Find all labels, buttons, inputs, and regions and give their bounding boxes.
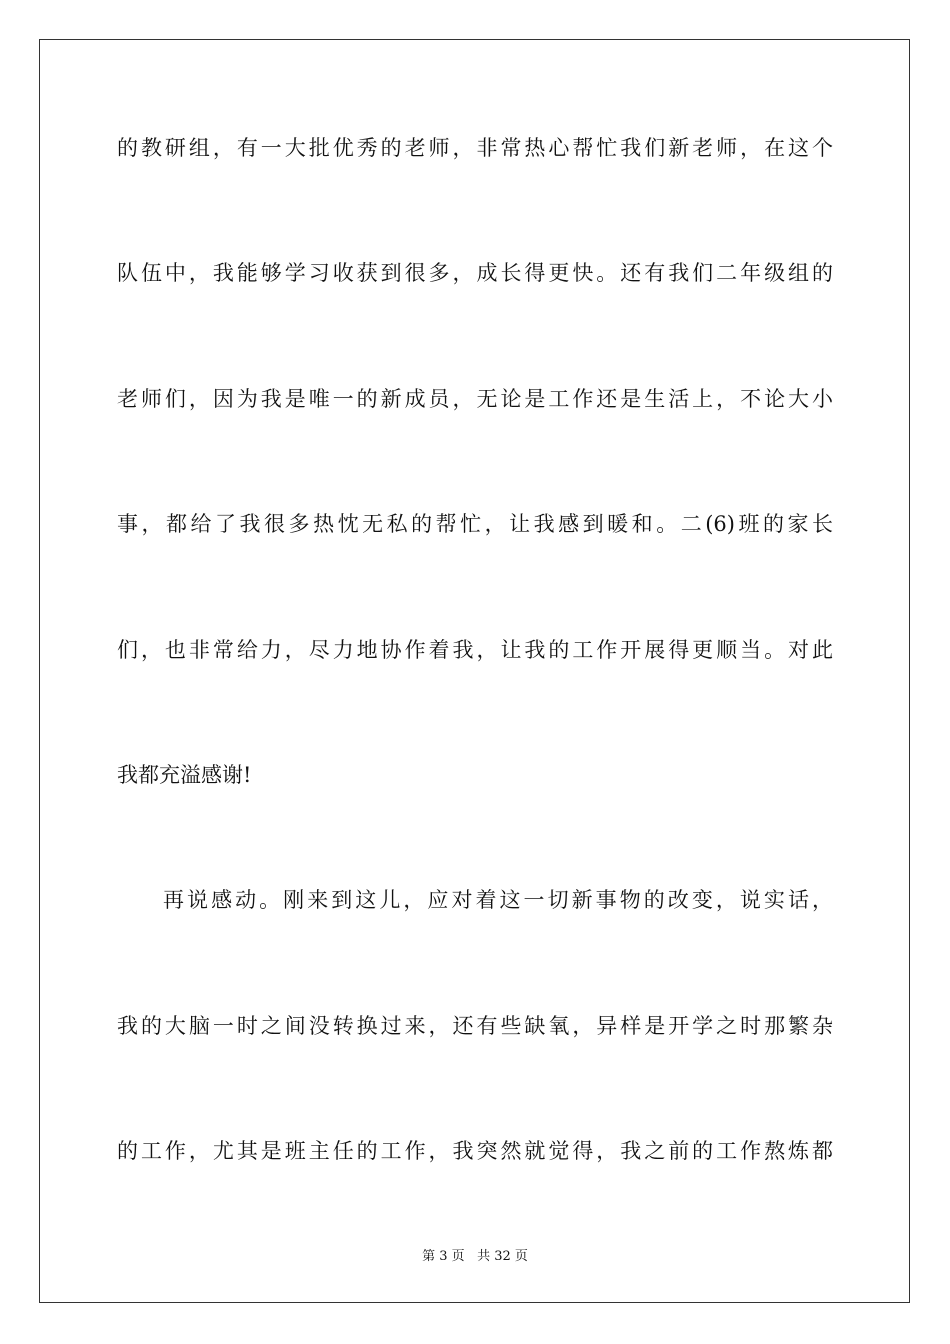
text-line: 队伍中，我能够学习收获到很多，成长得更快。还有我们二年级组的	[117, 261, 833, 285]
text-line: 的教研组，有一大批优秀的老师，非常热心帮忙我们新老师，在这个	[117, 136, 833, 160]
page-frame	[39, 39, 910, 1303]
page-total: 共 32 页	[477, 1249, 528, 1264]
text-line: 老师们，因为我是唯一的新成员，无论是工作还是生活上，不论大小	[117, 387, 833, 411]
paragraph-first-line: 再说感动。刚来到这儿，应对着这一切新事物的改变，说实话，	[163, 888, 833, 912]
text-line: 的工作，尤其是班主任的工作，我突然就觉得，我之前的工作熬炼都	[117, 1139, 833, 1163]
text-line: 们，也非常给力，尽力地协作着我，让我的工作开展得更顺当。对此	[117, 638, 833, 662]
page-number: 第 3 页	[422, 1249, 465, 1264]
text-line: 我都充溢感谢!	[117, 763, 252, 787]
text-line: 我的大脑一时之间没转换过来，还有些缺氧，异样是开学之时那繁杂	[117, 1014, 833, 1038]
text-line: 事，都给了我很多热忱无私的帮忙，让我感到暖和。二(6)班的家长	[117, 512, 833, 536]
page-footer	[0, 1248, 950, 1266]
